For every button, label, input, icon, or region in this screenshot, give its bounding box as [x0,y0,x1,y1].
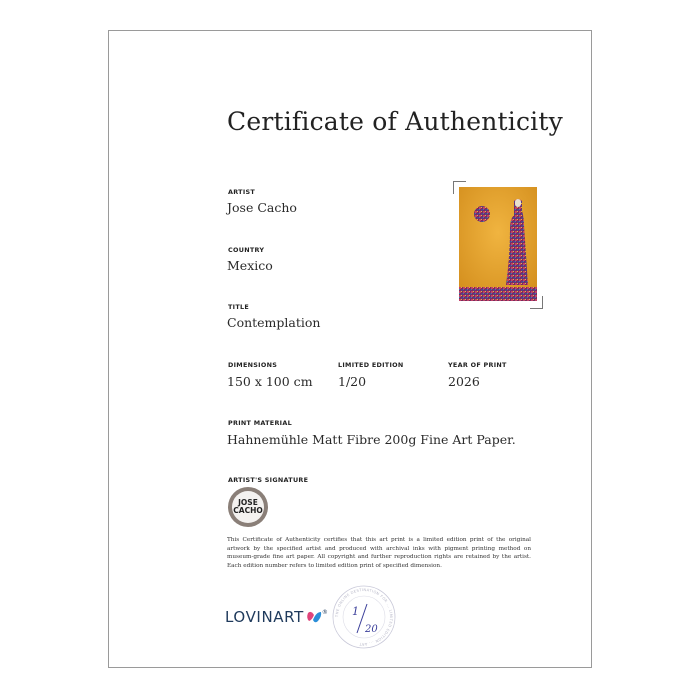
limited-edition-value: 1/20 [338,374,367,389]
certificate-title: Certificate of Authenticity [227,107,563,136]
artist-label: ARTIST [228,188,256,196]
lovinart-logo [225,608,328,626]
dimensions-label: DIMENSIONS [228,361,278,369]
edition-stamp-total: 20 [365,624,378,635]
limited-edition-label: LIMITED EDITION [338,361,404,369]
signature-label: ARTIST'S SIGNATURE [228,476,309,484]
artist-signature-seal [228,487,268,527]
certificate-statement: This Certificate of Authenticity certifies that this art print is a limited edition print of the original artwork by the specified artist and produced with archival inks with pigment printing method on museum-grade fine art paper. All copyright and further reproduction rights are retained by the artist. Each edition number refers to limited edition print of specified dimension. [227,537,531,569]
dimensions-value: 150 x 100 cm [227,374,313,389]
certificate-sheet [108,30,592,668]
signature-seal-inner [232,491,264,523]
edition-number-stamp [331,584,397,650]
lovinart-mark-icon [306,609,322,625]
stamp-ring-text: THE ONLINE DESTINATION FOR ... LIMITED EDITION ... ART [334,587,394,647]
signature-line-1: JOSE [238,498,258,507]
print-material-value: Hahnemühle Matt Fibre 200g Fine Art Paper. [227,432,516,447]
artwork-preview [453,181,543,309]
year-of-print-value: 2026 [448,374,480,389]
year-of-print-label: YEAR OF PRINT [448,361,507,369]
registered-mark: ® [321,609,328,616]
artwork-image [459,187,537,301]
country-label: COUNTRY [228,246,265,254]
artist-value: Jose Cacho [227,200,297,215]
country-value: Mexico [227,258,273,273]
title-label: TITLE [228,303,250,311]
brand-name: LOVINART [225,608,304,626]
signature-line-2: CACHO [233,506,263,515]
print-material-label: PRINT MATERIAL [228,419,292,427]
svg-text:THE ONLINE DESTINATION FOR ... [335,588,393,646]
edition-stamp-number: 1 [352,605,359,618]
title-value: Contemplation [227,315,321,330]
